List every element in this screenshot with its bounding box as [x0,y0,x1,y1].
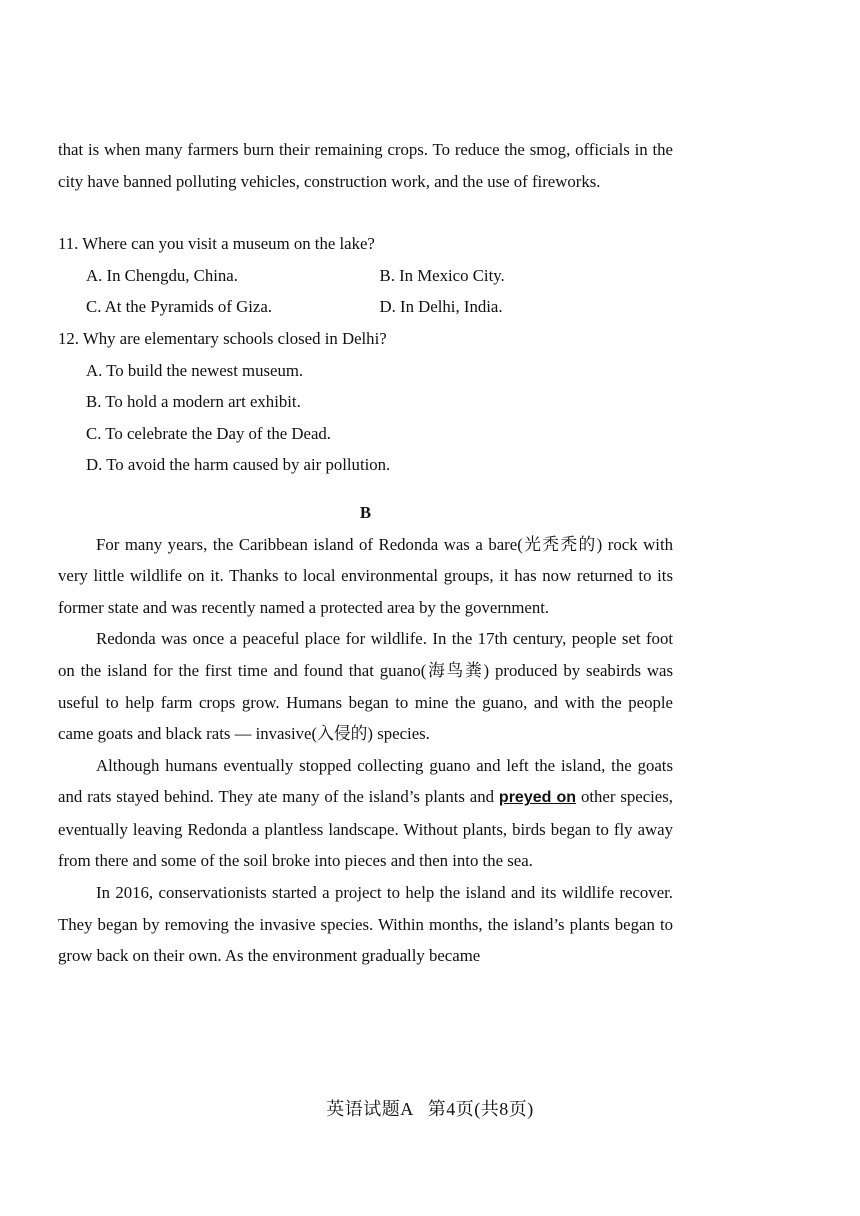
passage-b-paragraph-2: Redonda was once a peaceful place for wildlife. In the 17th century, people set foot on the island for the first time and found that guano(海鸟粪) produced by seabirds was useful to help farm crops grow. Humans began to mine the guano, and with the people came goats and black rats — invasive(入侵的) species. [58,629,673,744]
page-footer [0,1095,860,1121]
question-stem: 11. Where can you visit a museum on the lake? [58,234,375,254]
option-b[interactable]: B. To hold a modern art exhibit. [86,392,301,412]
option-a[interactable]: A. To build the newest museum. [86,360,304,380]
passage-b-paragraph-3 [58,750,673,877]
option-d[interactable]: D. To avoid the harm caused by air pollution. [86,455,391,475]
option-a[interactable]: A. In Chengdu, China. [86,265,238,285]
page-content [58,134,673,972]
section-b-heading: B [359,502,372,522]
option-b[interactable]: B. In Mexico City. [379,265,505,285]
exam-title: 英语试题A [326,1099,414,1119]
question-12 [58,323,673,481]
question-11 [58,228,673,323]
option-d[interactable]: D. In Delhi, India. [379,297,503,317]
paragraph-text: Although humans eventually stopped collecting guano and left the island, the goats and rats stayed behind. They ate many of the island’s plants and [58,755,673,807]
underlined-phrase: preyed on [498,789,577,807]
passage-b-paragraph-1: For many years, the Caribbean island of Redonda was a bare(光秃秃的) rock with very little wildlife on it. Thanks to local environmental groups, it has now returned to its former state and was recently named a protected area by the government. [58,534,673,617]
page-number: 第4页(共8页) [427,1099,534,1119]
paragraph-text: other species, eventually leaving Redonda a plantless landscape. Without plants, birds began to fly away from there and some of the soil broke into pieces and then into the sea. [58,787,673,871]
option-c[interactable]: C. To celebrate the Day of the Dead. [86,423,332,443]
question-stem: 12. Why are elementary schools closed in Delhi? [58,328,387,348]
passage-a-tail: that is when many farmers burn their remaining crops. To reduce the smog, officials in the city have banned polluting vehicles, construction work, and the use of fireworks. [58,140,673,191]
passage-b-paragraph-4: In 2016, conservationists started a project to help the island and its wildlife recover. They began by removing the invasive species. Within months, the island’s plants began to grow back on their own. As the environment gradually became [58,883,673,966]
option-c[interactable]: C. At the Pyramids of Giza. [86,297,272,317]
